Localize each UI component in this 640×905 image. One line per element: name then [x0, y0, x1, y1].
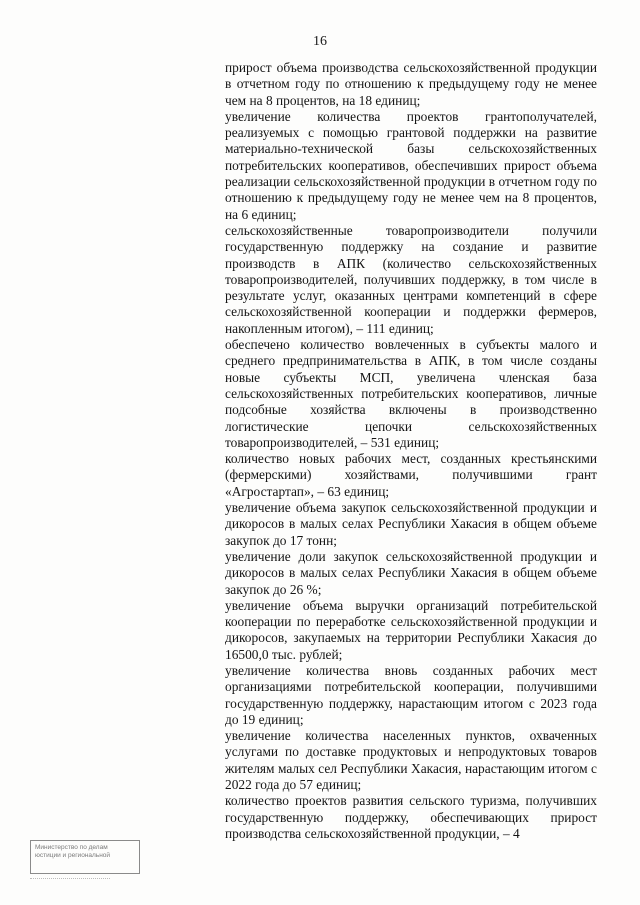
paragraph: увеличение количества вновь созданных рабочих мест организациями потребительской кооперации, получившими государственную поддержку, нарастающим итогом с 2023 года до 19 единиц; — [225, 662, 597, 727]
page-number: 16 — [313, 34, 327, 49]
stamp-line: юстиции и региональной — [35, 852, 111, 859]
stamp-line: Министерство по делам — [35, 844, 108, 851]
stamp-dotted-line — [30, 878, 110, 881]
paragraph: увеличение количества населенных пунктов, охваченных услугами по доставке продуктовых и непродуктовых товаров жителям малых сел Республики Хакасия, нарастающим итогом с 2022 года до 57 единиц; — [225, 728, 597, 793]
paragraph: прирост объема производства сельскохозяйственной продукции в отчетном году по отношению к предыдущему году не менее чем на 8 процентов, на 18 единиц; — [225, 60, 597, 108]
paragraph: увеличение объема закупок сельскохозяйственной продукции и дикоросов в малых селах Республики Хакасия в общем объеме закупок до 17 тонн; — [225, 500, 597, 548]
paragraph: увеличение количества проектов грантополучателей, реализуемых с помощью грантовой поддержки на развитие материально-технической базы сельскохозяйственных потребительских кооперативов, обеспечивших прирост объема реализации сельскохозяйственной продукции в отчетном году по отношению к предыдущему году не менее чем на 8 процентов, на 6 единиц; — [225, 108, 597, 222]
paragraph: количество проектов развития сельского туризма, получивших государственную поддержку, обеспечивающих прирост производства сельскохозяйственной продукции, – 4 — [225, 793, 597, 841]
paragraph: обеспечено количество вовлеченных в субъекты малого и среднего предпринимательства в АПК, в том числе созданы новые субъекты МСП, увеличена членская база сельскохозяйственных потребительских кооперативов, личные подсобные хозяйства включены в производственно логистические цепочки сельскохозяйственных товаропроизводителей, – 531 единиц; — [225, 337, 597, 450]
paragraph: количество новых рабочих мест, созданных крестьянскими (фермерскими) хозяйствами, получившими грант «Агростартап», – 63 единиц; — [225, 451, 597, 499]
paragraph: сельскохозяйственные товаропроизводители получили государственную поддержку на создание и развитие производств в АПК (количество сельскохозяйственных товаропроизводителей, получивших поддержку, в том числе в результате услуг, оказанных центрами компетенций в сфере сельскохозяйственной кооперации и поддержки фермеров, накопленным итогом), – 111 единиц; — [225, 222, 597, 336]
paragraph: увеличение объема выручки организаций потребительской кооперации по переработке сельскохозяйственной продукции и дикоросов, закупаемых на территории Республики Хакасия до 16500,0 тыс. рублей; — [225, 597, 597, 662]
paragraph: увеличение доли закупок сельскохозяйственной продукции и дикоросов в малых селах Республики Хакасия в общем объеме закупок до 26 %; — [225, 548, 597, 597]
body-text — [225, 60, 597, 842]
registration-stamp — [30, 840, 140, 874]
